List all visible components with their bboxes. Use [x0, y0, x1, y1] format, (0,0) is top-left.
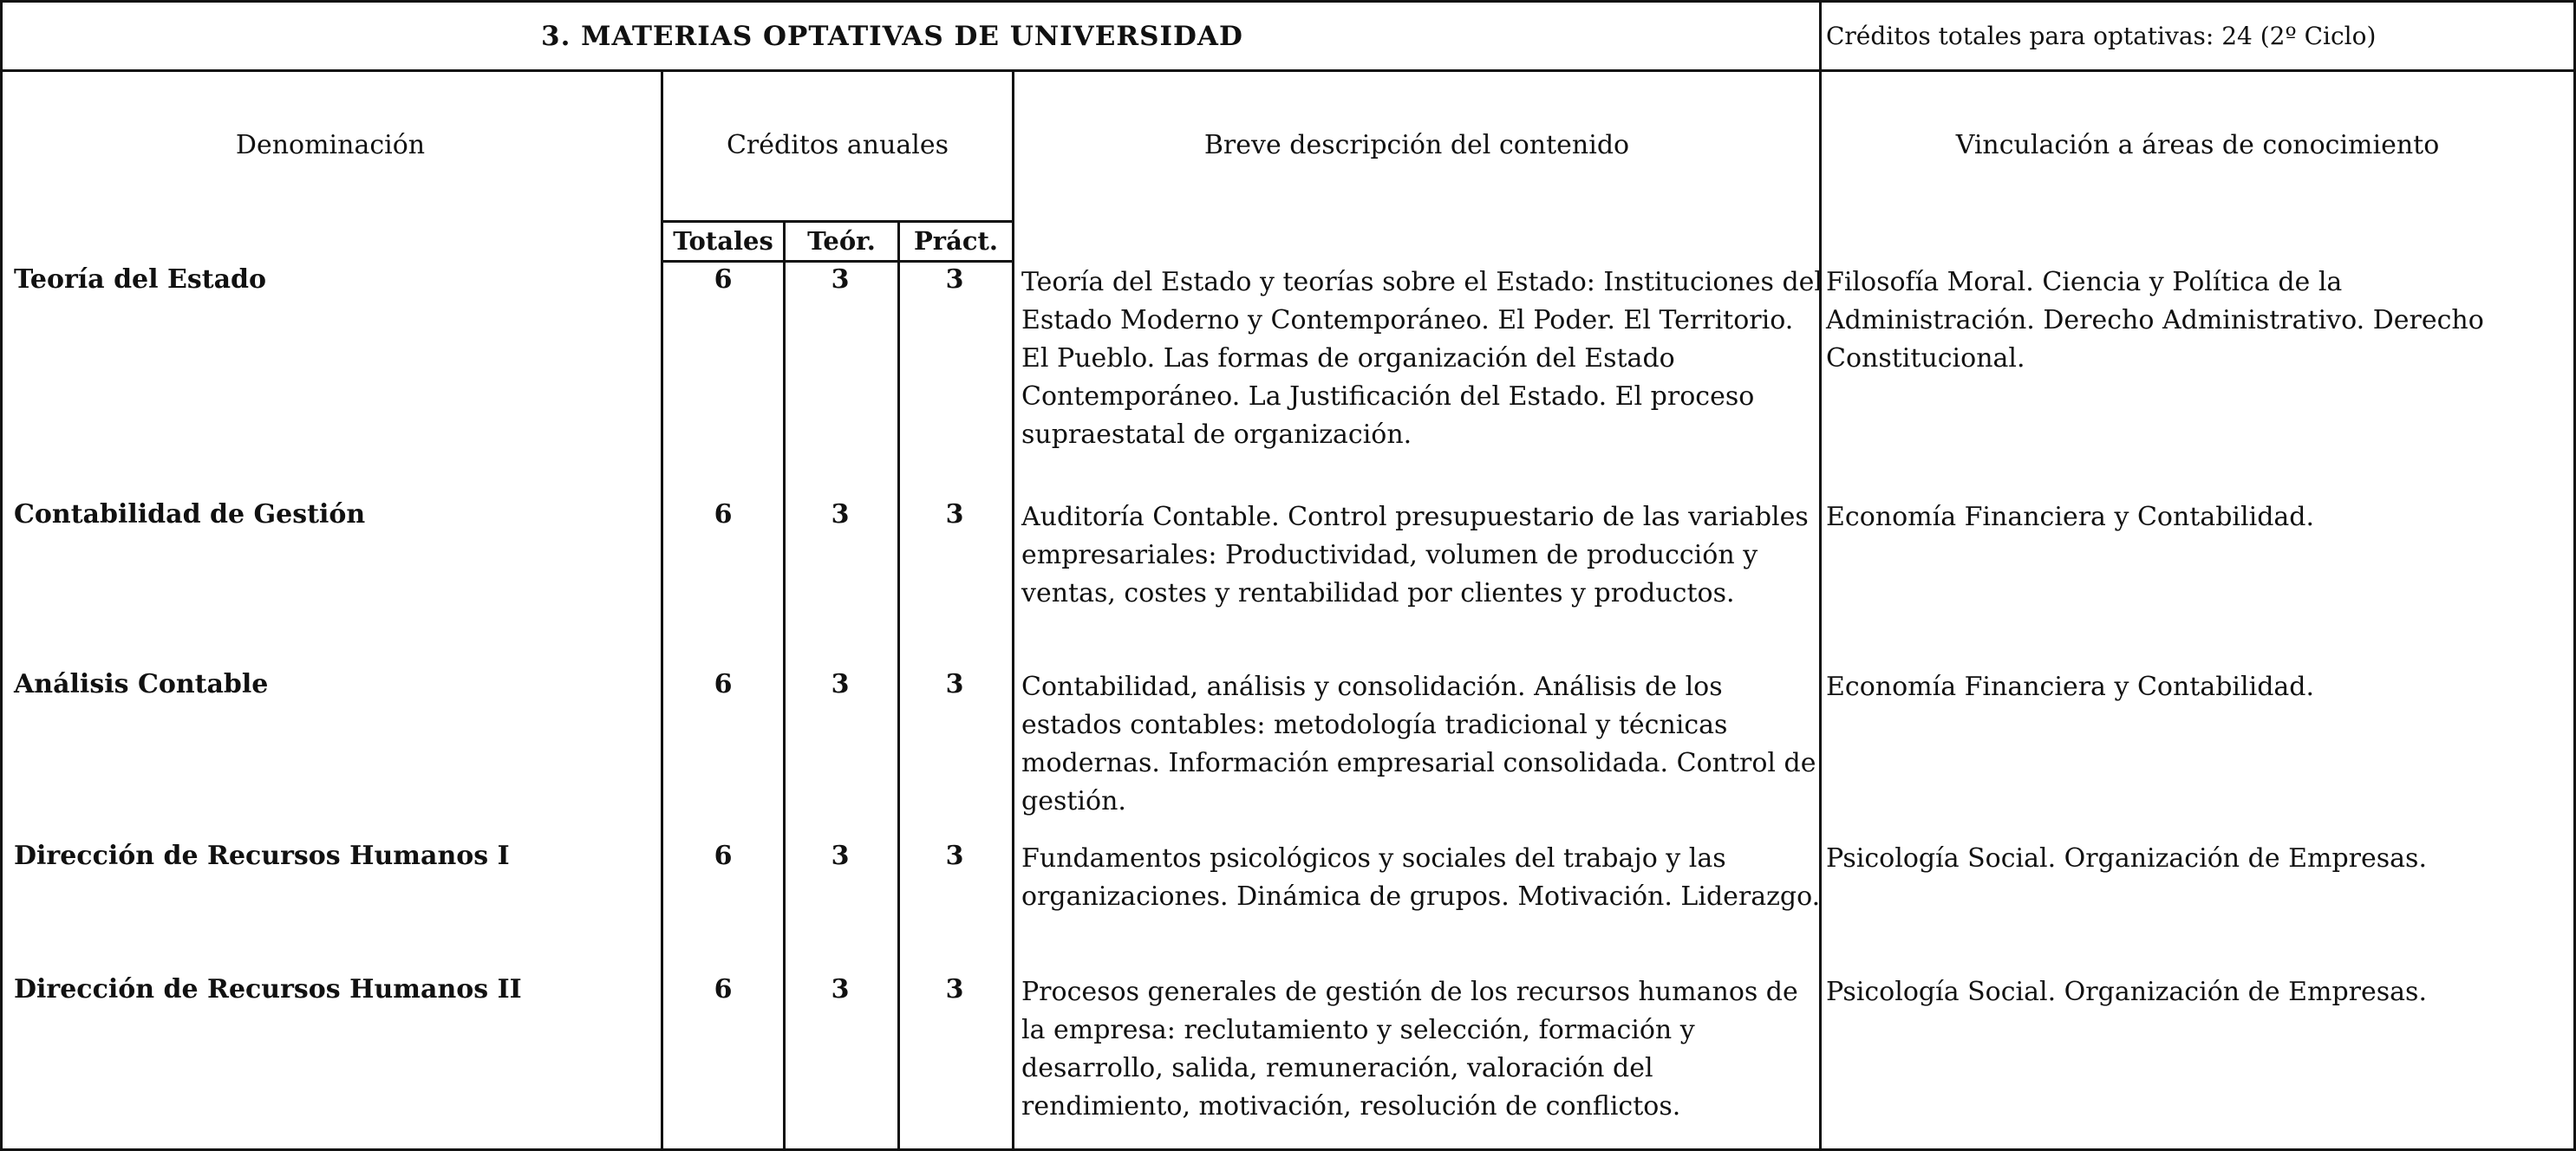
title-credits-divider: [1819, 0, 1822, 69]
row-pract: 3: [945, 499, 964, 530]
row-totales: 6: [714, 974, 733, 1005]
row-pract: 3: [945, 974, 964, 1005]
header-creditos-anuales: Créditos anuales: [726, 130, 949, 160]
section-title: 3. MATERIAS OPTATIVAS DE UNIVERSIDAD: [541, 21, 1243, 52]
header-vinculacion: Vinculación a áreas de conocimiento: [1955, 130, 2440, 160]
row-name: Análisis Contable: [14, 669, 269, 699]
row-teor: 3: [831, 499, 850, 530]
subheader-top: [661, 220, 1014, 223]
header-totales: Totales: [673, 226, 773, 256]
row-totales: 6: [714, 499, 733, 530]
row-name: Dirección de Recursos Humanos II: [14, 974, 522, 1005]
row-teor: 3: [831, 974, 850, 1005]
top-border: [0, 0, 2576, 3]
row-totales: 6: [714, 264, 733, 295]
subheader-bottom: [661, 260, 1014, 263]
row-teor: 3: [831, 264, 850, 295]
header-pract: Práct.: [913, 226, 999, 256]
subcol-divider-1: [783, 221, 786, 1151]
row-description: Teoría del Estado y teorías sobre el Estado: Instituciones del Estado Moderno y Contemporáneo. El Poder. El Territorio. El Pueblo. Las formas de organización del Estado Contemporáneo. La Justificación del Estado. El proceso supraestatal de organización.: [1021, 267, 1823, 450]
row-area: Economía Financiera y Contabilidad.: [1826, 672, 2315, 702]
row-pract: 3: [945, 264, 964, 295]
subcol-divider-2: [897, 221, 900, 1151]
row-totales: 6: [714, 669, 733, 699]
row-description: Auditoría Contable. Control presupuestario de las variables empresariales: Productividad, volumen de producción y ventas, costes y rentabilidad por clientes y productos.: [1021, 502, 1809, 608]
row-teor: 3: [831, 841, 850, 871]
row-description: Procesos generales de gestión de los recursos humanos de la empresa: reclutamiento y selección, formación y desarrollo, salida, remuneración, valoración del rendimiento, motivación, resolución de conflictos.: [1021, 977, 1798, 1122]
row-area: Psicología Social. Organización de Empresas.: [1826, 977, 2427, 1007]
row-totales: 6: [714, 841, 733, 871]
credits-total-label: Créditos totales para optativas: 24 (2º Ciclo): [1826, 22, 2377, 50]
title-row-divider: [0, 69, 2576, 72]
row-name: Contabilidad de Gestión: [14, 499, 366, 530]
row-pract: 3: [945, 669, 964, 699]
row-area: Economía Financiera y Contabilidad.: [1826, 502, 2315, 532]
row-area: Psicología Social. Organización de Empresas.: [1826, 843, 2427, 874]
row-teor: 3: [831, 669, 850, 699]
header-descripcion: Breve descripción del contenido: [1203, 130, 1630, 160]
row-name: Teoría del Estado: [14, 264, 267, 295]
left-border: [0, 0, 3, 1151]
row-description: Fundamentos psicológicos y sociales del trabajo y las organizaciones. Dinámica de grupos. Motivación. Liderazgo.: [1021, 843, 1821, 912]
header-teor: Teór.: [807, 226, 876, 256]
header-denominacion: Denominación: [235, 130, 426, 160]
row-name: Dirección de Recursos Humanos I: [14, 841, 510, 871]
row-area: Filosofía Moral. Ciencia y Política de la Administración. Derecho Administrativo. Derecho Constitucional.: [1826, 267, 2484, 374]
row-description: Contabilidad, análisis y consolidación. Análisis de los estados contables: metodología tradicional y técnicas modernas. Información empresarial consolidada. Control de gestión.: [1021, 672, 1816, 816]
col-divider-2: [1012, 69, 1014, 1151]
row-pract: 3: [945, 841, 964, 871]
